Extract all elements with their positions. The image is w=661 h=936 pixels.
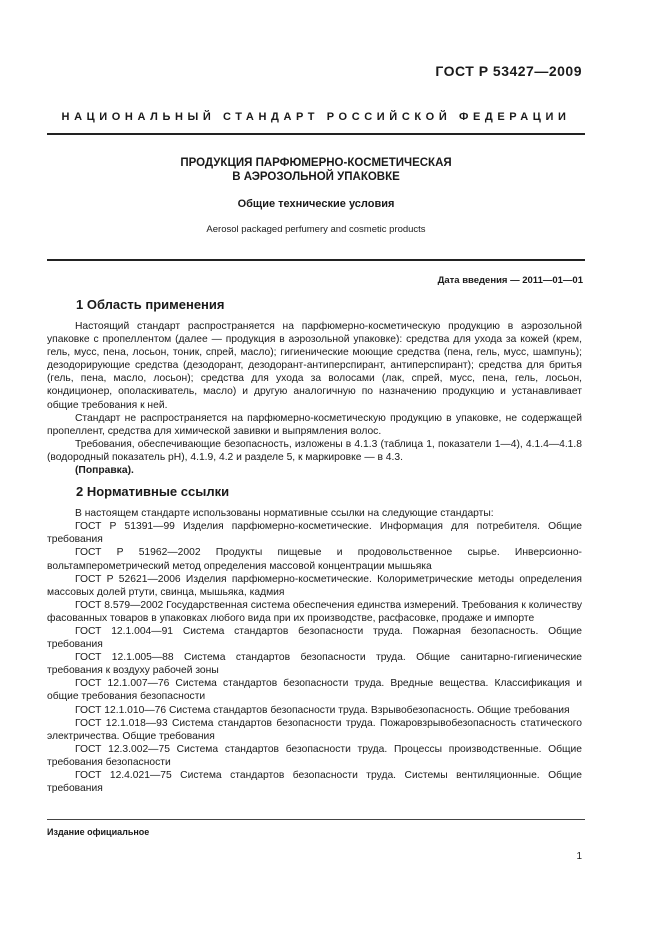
document-number: ГОСТ Р 53427—2009: [435, 63, 582, 79]
footer-divider: [47, 819, 585, 820]
document-body: [47, 296, 582, 795]
edition-label: Издание официальное: [47, 827, 150, 837]
title-line-2: В АЭРОЗОЛЬНОЙ УПАКОВКЕ: [232, 171, 400, 183]
national-standard-banner: НАЦИОНАЛЬНЫЙ СТАНДАРТ РОССИЙСКОЙ ФЕДЕРАЦИИ: [61, 111, 571, 123]
amendment-note: (Поправка).: [75, 465, 134, 477]
paragraph: Стандарт не распространяется на парфюмерно-косметическую продукцию в упаковке, не содержащей пропеллент, средства для химической завивки и выпрямления волос.: [47, 412, 582, 437]
paragraph: Настоящий стандарт распространяется на парфюмерно-косметическую продукцию в аэрозольной упаковке с пропеллентом (далее — продукция в аэрозольной упаковке): средства для ухода за кожей (крем, гель, мусс, пена, лосьон, тоник, спрей, масло); гигиенические моющие средства (пена, гель, мусс, шампунь); дезодорирующие средства (дезодорант, дезодорант-антиперспирант, антиперспирант); средства для бритья (гель, пена, масло, лосьон); средства для ухода за волосами (лак, спрей, мусс, пена, гель, лосьон, кондиционер, ополаскиватель, масло) и другую аналогичную по назначению продукцию и устанавливает общие требования к ней.: [47, 321, 582, 411]
reference-item: ГОСТ 12.1.007—76 Система стандартов безопасности труда. Вредные вещества. Классификация и общие требования безопасности: [47, 678, 582, 703]
reference-item: ГОСТ 8.579—2002 Государственная система обеспечения единства измерений. Требования к количеству фасованных товаров в упаковках любого вида при их производстве, расфасовке, продаже и импорте: [47, 599, 582, 624]
introduction-date: Дата введения — 2011—01—01: [437, 275, 583, 286]
english-title: Aerosol packaged perfumery and cosmetic products: [206, 224, 426, 235]
section-normative-references: [47, 483, 582, 795]
page-number: 1: [576, 851, 582, 862]
reference-item: ГОСТ 12.4.021—75 Система стандартов безопасности труда. Системы вентиляционные. Общие требования: [47, 770, 582, 795]
reference-item: ГОСТ 12.1.005—88 Система стандартов безопасности труда. Общие санитарно-гигиенические требования к воздуху рабочей зоны: [47, 652, 582, 677]
reference-item: ГОСТ 12.3.002—75 Система стандартов безопасности труда. Процессы производственные. Общие требования безопасности: [47, 743, 582, 768]
section-heading: 2 Нормативные ссылки: [76, 484, 230, 500]
reference-item: ГОСТ 12.1.010—76 Система стандартов безопасности труда. Взрывобезопасность. Общие требования: [75, 704, 570, 716]
title-line-1: ПРОДУКЦИЯ ПАРФЮМЕРНО-КОСМЕТИЧЕСКАЯ: [180, 157, 452, 169]
document-title: [47, 156, 585, 184]
document-subtitle: Общие технические условия: [237, 198, 395, 210]
reference-item: ГОСТ Р 51391—99 Изделия парфюмерно-косметические. Информация для потребителя. Общие требования: [47, 521, 582, 546]
title-divider: [47, 259, 585, 261]
section-heading: 1 Область применения: [76, 297, 225, 312]
paragraph: Требования, обеспечивающие безопасность, изложены в 4.1.3 (таблица 1, показатели 1—4), 4.1.4—4.1.8 (водородный показатель pH), 4.1.9, 4.2 и разделе 5, к маркировке — в 4.3.: [47, 438, 582, 463]
reference-item: ГОСТ 12.1.004—91 Система стандартов безопасности труда. Пожарная безопасность. Общие требования: [47, 625, 582, 651]
reference-item: ГОСТ Р 52621—2006 Изделия парфюмерно-косметические. Колориметрические методы определения массовых долей ртути, свинца, мышьяка, кадмия: [47, 573, 582, 598]
reference-item: ГОСТ Р 51962—2002 Продукты пищевые и продовольственное сырье. Инверсионно-вольтамперометрический метод определения массовой концентрации мышьяка: [47, 547, 582, 572]
reference-item: ГОСТ 12.1.018—93 Система стандартов безопасности труда. Пожаровзрывобезопасность статического электричества. Общие требования: [47, 717, 582, 742]
section-scope: [47, 296, 582, 477]
paragraph: В настоящем стандарте использованы нормативные ссылки на следующие стандарты:: [75, 508, 494, 520]
header-divider: [47, 133, 585, 135]
